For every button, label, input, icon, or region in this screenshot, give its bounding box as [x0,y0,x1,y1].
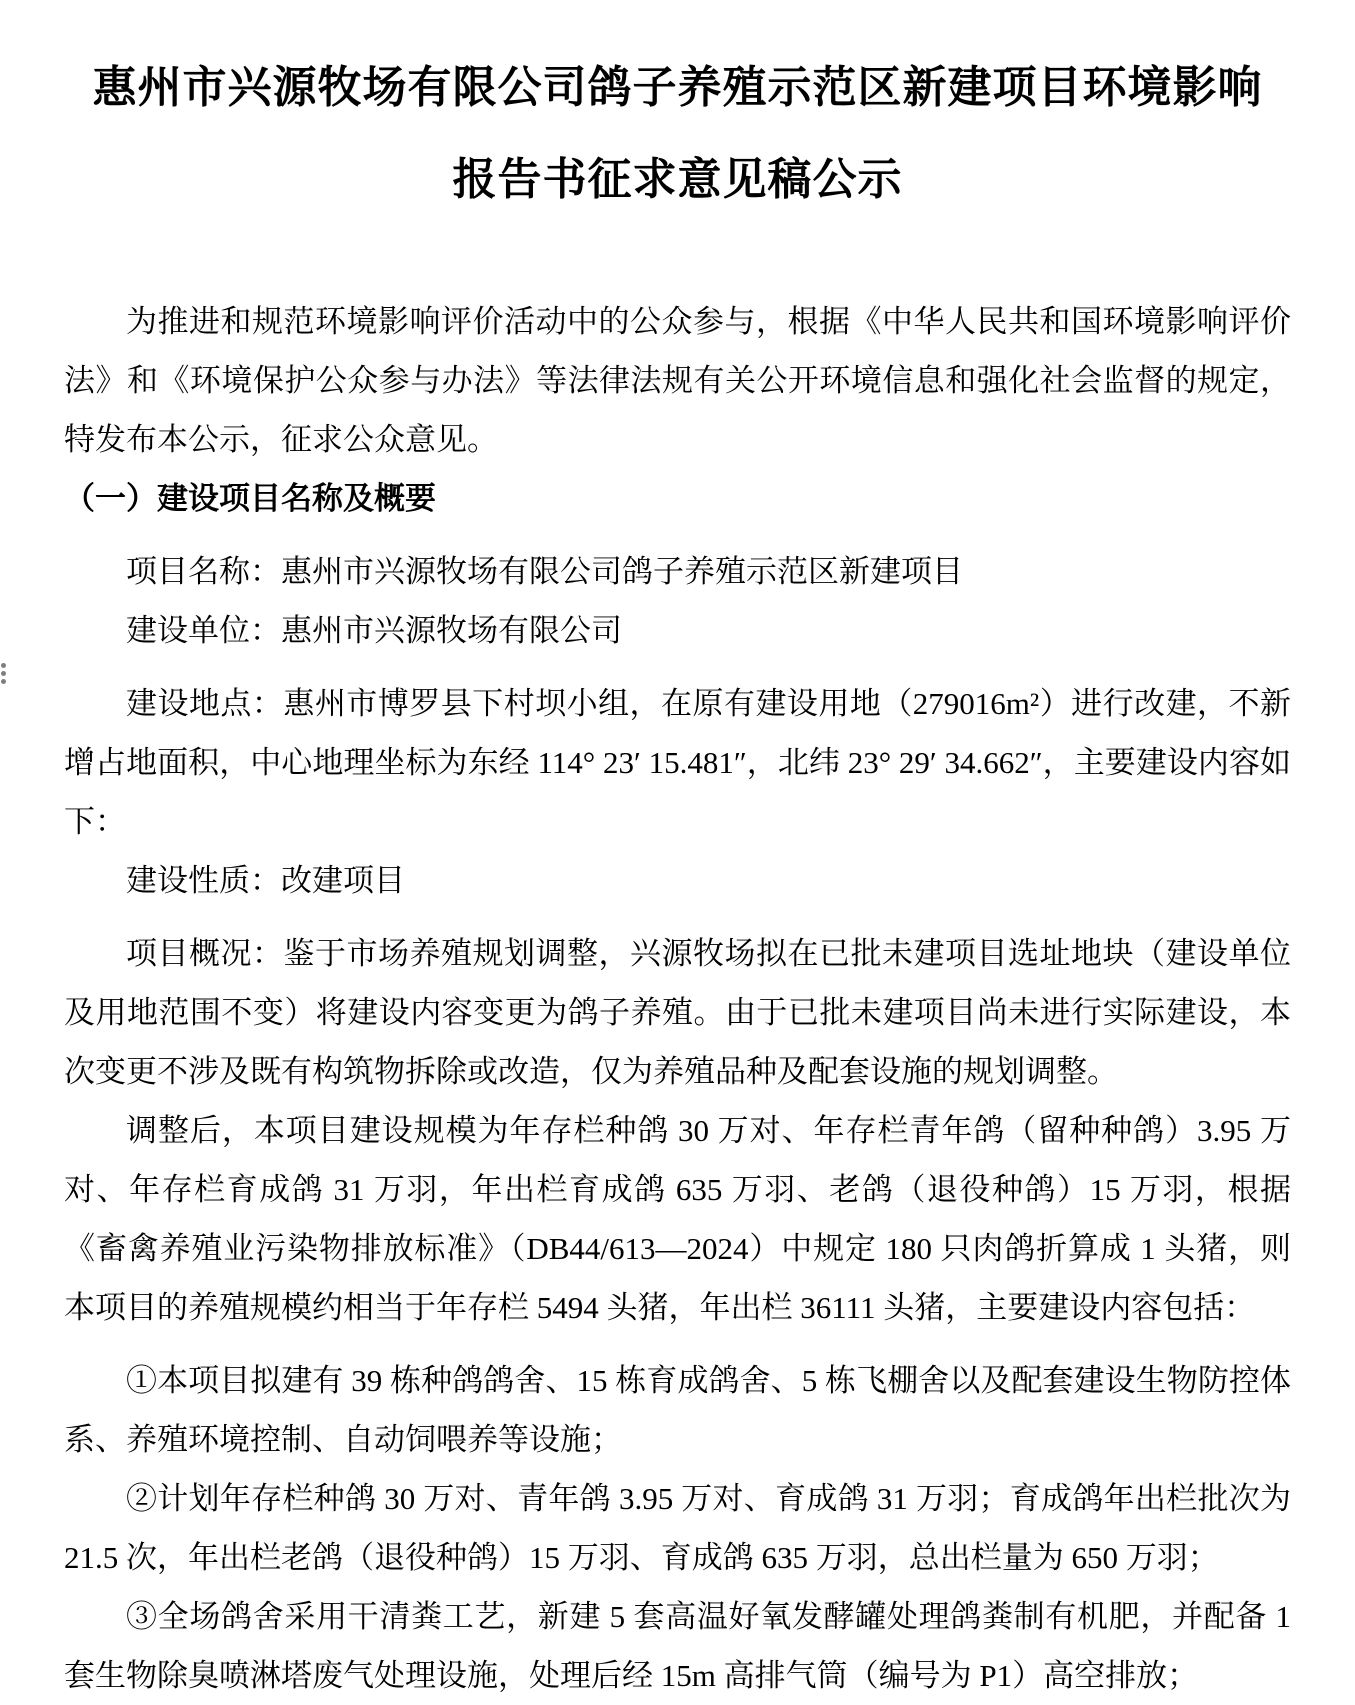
margin-dot-icon [1,679,6,684]
paragraph-construction-nature: 建设性质：改建项目 [126,863,405,898]
paragraph-project-overview: 项目概况：鉴于市场养殖规划调整，兴源牧场拟在已批未建项目选址地块（建设单位及用地范围不变）将建设内容变更为鸽子养殖。由于已批未建项目尚未进行实际建设，本次变更不涉及既有构筑物拆除或改造，仅为养殖品种及配套设施的规划调整。 [64,936,1291,1089]
paragraph-construction-location: 建设地点：惠州市博罗县下村坝小组，在原有建设用地（279016m²）进行改建，不新增占地面积，中心地理坐标为东经 114° 23′ 15.481″，北纬 23° 29′ 34.662″，主要建设内容如下： [64,686,1291,839]
paragraph-intro: 为推进和规范环境影响评价活动中的公众参与，根据《中华人民共和国环境影响评价法》和《环境保护公众参与办法》等法律法规有关公开环境信息和强化社会监督的规定，特发布本公示，征求公众意见。 [64,304,1291,457]
left-margin-dots-marker [1,663,6,684]
section-heading-project-name-and-summary: （一）建设项目名称及概要 [64,481,436,516]
document-title-line-1: 惠州市兴源牧场有限公司鸽子养殖示范区新建项目环境影响 [92,63,1263,112]
paragraph-item-2-stock-plan: ②计划年存栏种鸽 30 万对、青年鸽 3.95 万对、育成鸽 31 万羽；育成鸽年出栏批次为 21.5 次，年出栏老鸽（退役种鸽）15 万羽、育成鸽 635 万羽，总出栏量为 650 万羽； [64,1481,1291,1575]
paragraph-project-name: 项目名称：惠州市兴源牧场有限公司鸽子养殖示范区新建项目 [126,554,963,589]
margin-dot-icon [1,663,6,668]
document-body [64,292,1291,1705]
document-title [64,42,1291,226]
paragraph-item-3-manure-process: ③全场鸽舍采用干清粪工艺，新建 5 套高温好氧发酵罐处理鸽粪制有机肥，并配备 1 套生物除臭喷淋塔废气处理设施，处理后经 15m 高排气筒（编号为 P1）高空排放； [64,1599,1291,1693]
paragraph-construction-unit: 建设单位：惠州市兴源牧场有限公司 [126,613,622,648]
paragraph-item-1-buildings: ①本项目拟建有 39 栋种鸽鸽舍、15 栋育成鸽舍、5 栋飞棚舍以及配套建设生物防控体系、养殖环境控制、自动饲喂养等设施； [64,1363,1291,1457]
margin-dot-icon [1,671,6,676]
document-title-line-2: 报告书征求意见稿公示 [452,155,903,204]
paragraph-adjusted-scale: 调整后，本项目建设规模为年存栏种鸽 30 万对、年存栏青年鸽（留种种鸽）3.95 万对、年存栏育成鸽 31 万羽，年出栏育成鸽 635 万羽、老鸽（退役种鸽）15 万羽，根据《畜禽养殖业污染物排放标准》（DB44/613—2024）中规定 180 只肉鸽折算成 1 头猪，则本项目的养殖规模约相当于年存栏 5494 头猪，年出栏 36111 头猪，主要建设内容包括： [64,1113,1291,1325]
